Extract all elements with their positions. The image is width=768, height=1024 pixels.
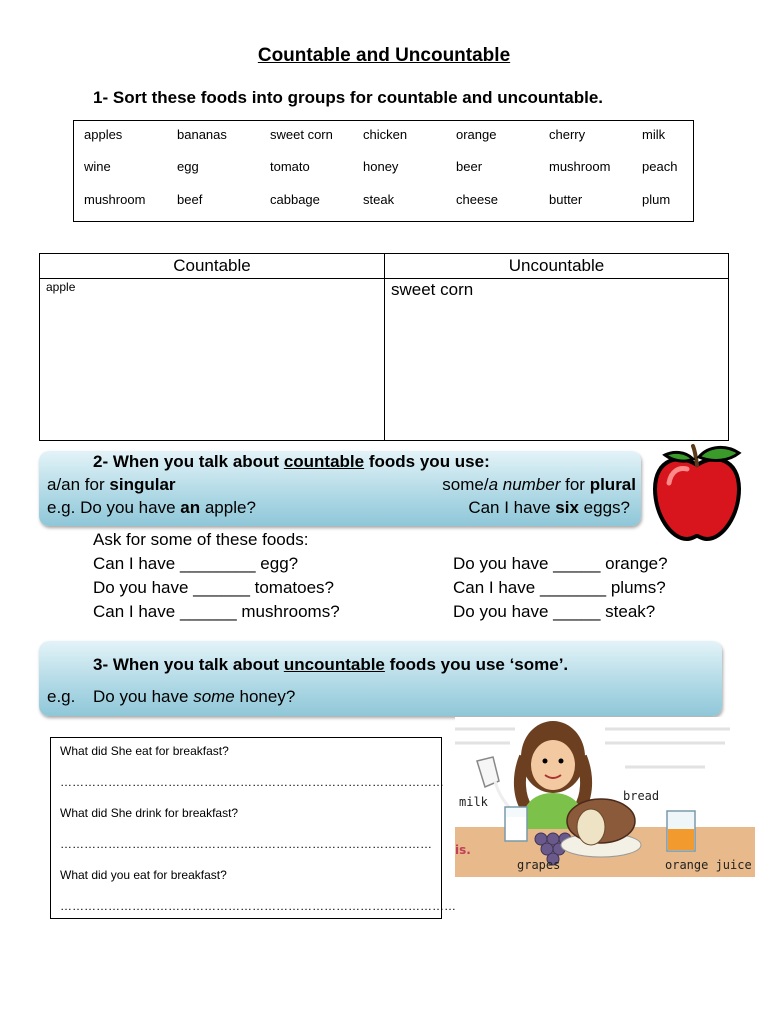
question-1 (93, 88, 603, 108)
food-word: cabbage (270, 192, 320, 207)
food-word: egg (177, 159, 199, 174)
singular-example-text: e.g. Do you have (47, 498, 176, 517)
food-word: peach (642, 159, 678, 174)
food-word-box (73, 120, 694, 222)
answer-line-2[interactable]: ………………………………………………………………………………… (60, 837, 432, 851)
ask-left-1: Can I have ________ egg? (93, 554, 299, 573)
food-word: honey (363, 159, 399, 174)
keyword-uncountable: uncountable (283, 655, 385, 674)
food-word: milk (642, 127, 666, 142)
food-row-1 (84, 127, 692, 142)
singular-rule-text: a/an for (47, 475, 105, 494)
breakfast-questions-box (50, 737, 456, 919)
food-word: steak (363, 192, 395, 207)
uncountable-example-text: Do you have (93, 687, 189, 706)
question-eat: What did She eat for breakfast? (60, 744, 229, 758)
ask-right-2: Can I have _______ plums? (453, 578, 666, 597)
plural-example-text: Can I have (468, 498, 551, 517)
food-word: butter (549, 192, 583, 207)
food-row-2 (84, 159, 692, 174)
label-grapes: grapes (517, 858, 561, 872)
question-2-number: 2- (93, 452, 109, 471)
question-drink: What did She drink for breakfast? (60, 806, 239, 820)
answer-line-1[interactable]: …………………………………………………………………………………… (60, 775, 444, 789)
question-3-text-end: foods you use ‘some’. (389, 655, 569, 674)
page-title: Countable and Uncountable (257, 45, 511, 66)
breakfast-illustration (455, 717, 755, 877)
apple-icon (649, 443, 745, 543)
question-2-text-end: foods you use: (368, 452, 490, 471)
singular-rule (47, 475, 176, 495)
column-divider (384, 254, 385, 440)
ask-left-2: Do you have ______ tomatoes? (93, 578, 335, 597)
countable-header: Countable (40, 254, 384, 279)
food-word: bananas (177, 127, 227, 142)
plural-example-bold: six (555, 498, 579, 517)
countable-cell[interactable]: apple (46, 280, 76, 294)
food-word: plum (642, 192, 671, 207)
plural-rule-italic: a number (488, 475, 561, 494)
plural-rule (442, 475, 636, 495)
question-2 (93, 452, 490, 472)
singular-example-bold: an (180, 498, 201, 517)
label-bread: bread (623, 789, 660, 803)
question-you-eat: What did you eat for breakfast? (60, 868, 227, 882)
food-word: tomato (270, 159, 310, 174)
keyword-countable: countable (283, 452, 365, 471)
uncountable-header: Uncountable (385, 254, 728, 279)
question-3-number: 3- (93, 655, 109, 674)
plural-rule-text: some/ (442, 475, 489, 494)
uncountable-eg: e.g. (47, 687, 76, 706)
uncountable-example-end: honey? (239, 687, 296, 706)
question-3-text: When you talk about (112, 655, 280, 674)
label-milk: milk (459, 795, 488, 809)
singular-example-end: apple? (204, 498, 256, 517)
food-word: mushroom (549, 159, 611, 174)
label-orange-juice: orange juice (665, 858, 752, 872)
question-1-number: 1- (93, 88, 109, 107)
plural-example (468, 498, 630, 518)
food-word: cheese (456, 192, 498, 207)
answer-line-3[interactable]: ……………………………………………………………………………………… (60, 899, 456, 913)
food-word: beef (177, 192, 203, 207)
ask-left-3: Can I have ______ mushrooms? (93, 602, 340, 621)
question-1-text: Sort these foods into groups for countable and uncountable. (112, 88, 604, 107)
food-word: beer (456, 159, 483, 174)
singular-example (47, 498, 256, 518)
food-word: chicken (363, 127, 408, 142)
plural-rule-mid: for (565, 475, 585, 494)
food-word: wine (84, 159, 111, 174)
label-partial: is. (455, 843, 471, 857)
food-word: apples (84, 127, 123, 142)
ask-right-1: Do you have _____ orange? (453, 554, 668, 573)
uncountable-example (93, 687, 295, 707)
ask-right-3: Do you have _____ steak? (453, 602, 656, 621)
food-word: cherry (549, 127, 586, 142)
sort-table (39, 253, 729, 441)
uncountable-example-italic: some (193, 687, 235, 706)
plural-word: plural (589, 475, 636, 494)
food-word: sweet corn (270, 127, 333, 142)
uncountable-cell[interactable]: sweet corn (391, 280, 474, 299)
food-word: mushroom (84, 192, 146, 207)
food-row-3 (84, 192, 692, 207)
food-word: orange (456, 127, 497, 142)
singular-word: singular (109, 475, 176, 494)
ask-intro: Ask for some of these foods: (93, 530, 309, 549)
question-2-text: When you talk about (112, 452, 280, 471)
plural-example-end: eggs? (583, 498, 630, 517)
question-3 (93, 655, 568, 675)
